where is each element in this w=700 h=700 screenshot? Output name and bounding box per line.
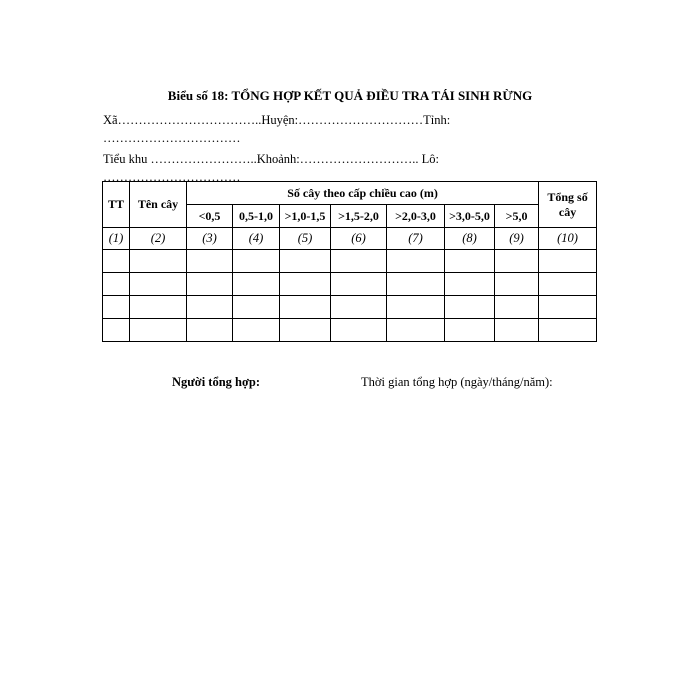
column-number: (3) bbox=[187, 228, 233, 250]
table-cell bbox=[103, 273, 130, 296]
table-cell bbox=[187, 319, 233, 342]
table-cell bbox=[445, 250, 495, 273]
table-cell bbox=[280, 319, 331, 342]
table-cell bbox=[445, 273, 495, 296]
column-number-row bbox=[103, 228, 597, 250]
column-number: (9) bbox=[495, 228, 539, 250]
table-cell bbox=[331, 319, 387, 342]
table-cell bbox=[495, 273, 539, 296]
compile-time-label: Thời gian tổng hợp (ngày/tháng/năm): bbox=[361, 375, 553, 389]
table-cell bbox=[495, 296, 539, 319]
table-cell bbox=[187, 296, 233, 319]
header-tt: TT bbox=[103, 182, 130, 228]
table-row bbox=[103, 296, 597, 319]
table-row bbox=[103, 319, 597, 342]
table-cell bbox=[130, 250, 187, 273]
column-number: (1) bbox=[103, 228, 130, 250]
table-cell bbox=[103, 319, 130, 342]
table-cell bbox=[233, 273, 280, 296]
table-cell bbox=[331, 296, 387, 319]
column-number: (10) bbox=[539, 228, 597, 250]
table-cell bbox=[387, 250, 445, 273]
table-cell bbox=[130, 273, 187, 296]
location-line-plot-continued: …………………………… bbox=[103, 170, 241, 184]
form-title: Biểu số 18: TỔNG HỢP KẾT QUẢ ĐIỀU TRA TÁI SINH RỪNG bbox=[167, 88, 533, 103]
table-cell bbox=[103, 296, 130, 319]
column-number: (2) bbox=[130, 228, 187, 250]
table-cell bbox=[539, 319, 597, 342]
table-cell bbox=[539, 250, 597, 273]
header-height-class: >1,5-2,0 bbox=[331, 205, 387, 228]
table-cell bbox=[233, 319, 280, 342]
column-number: (4) bbox=[233, 228, 280, 250]
regeneration-summary-table bbox=[102, 181, 597, 342]
table-cell bbox=[445, 296, 495, 319]
table-cell bbox=[539, 273, 597, 296]
table-cell bbox=[187, 273, 233, 296]
table-cell bbox=[233, 250, 280, 273]
table-row bbox=[103, 273, 597, 296]
column-number: (7) bbox=[387, 228, 445, 250]
header-tree-name: Tên cây bbox=[130, 182, 187, 228]
location-line-province-continued: …………………………… bbox=[103, 131, 241, 145]
table-cell bbox=[233, 296, 280, 319]
table-row bbox=[103, 250, 597, 273]
header-height-class: <0,5 bbox=[187, 205, 233, 228]
location-line-commune-district-province: Xã……………………………..Huyện:…………………………Tỉnh: bbox=[103, 113, 451, 127]
location-line-subcompartment-plot: Tiểu khu ……………………..Khoảnh:……………………….. Lô: bbox=[103, 152, 439, 166]
table-cell bbox=[387, 296, 445, 319]
header-height-class: >5,0 bbox=[495, 205, 539, 228]
table-cell bbox=[130, 319, 187, 342]
table-cell bbox=[539, 296, 597, 319]
header-height-class: >2,0-3,0 bbox=[387, 205, 445, 228]
table-cell bbox=[103, 250, 130, 273]
table-cell bbox=[387, 273, 445, 296]
column-number: (6) bbox=[331, 228, 387, 250]
table-cell bbox=[495, 250, 539, 273]
header-height-class: >3,0-5,0 bbox=[445, 205, 495, 228]
table-cell bbox=[387, 319, 445, 342]
header-height-class: 0,5-1,0 bbox=[233, 205, 280, 228]
column-number: (8) bbox=[445, 228, 495, 250]
table-cell bbox=[280, 250, 331, 273]
header-height-class-group: Số cây theo cấp chiều cao (m) bbox=[187, 182, 539, 205]
table-cell bbox=[187, 250, 233, 273]
table-cell bbox=[280, 273, 331, 296]
table-cell bbox=[280, 296, 331, 319]
header-height-class: >1,0-1,5 bbox=[280, 205, 331, 228]
table-cell bbox=[445, 319, 495, 342]
column-number: (5) bbox=[280, 228, 331, 250]
compiler-label: Người tổng hợp: bbox=[172, 375, 261, 389]
table-cell bbox=[331, 273, 387, 296]
table-cell bbox=[495, 319, 539, 342]
header-total-trees: Tổng số cây bbox=[539, 182, 597, 228]
table-cell bbox=[130, 296, 187, 319]
table-cell bbox=[331, 250, 387, 273]
